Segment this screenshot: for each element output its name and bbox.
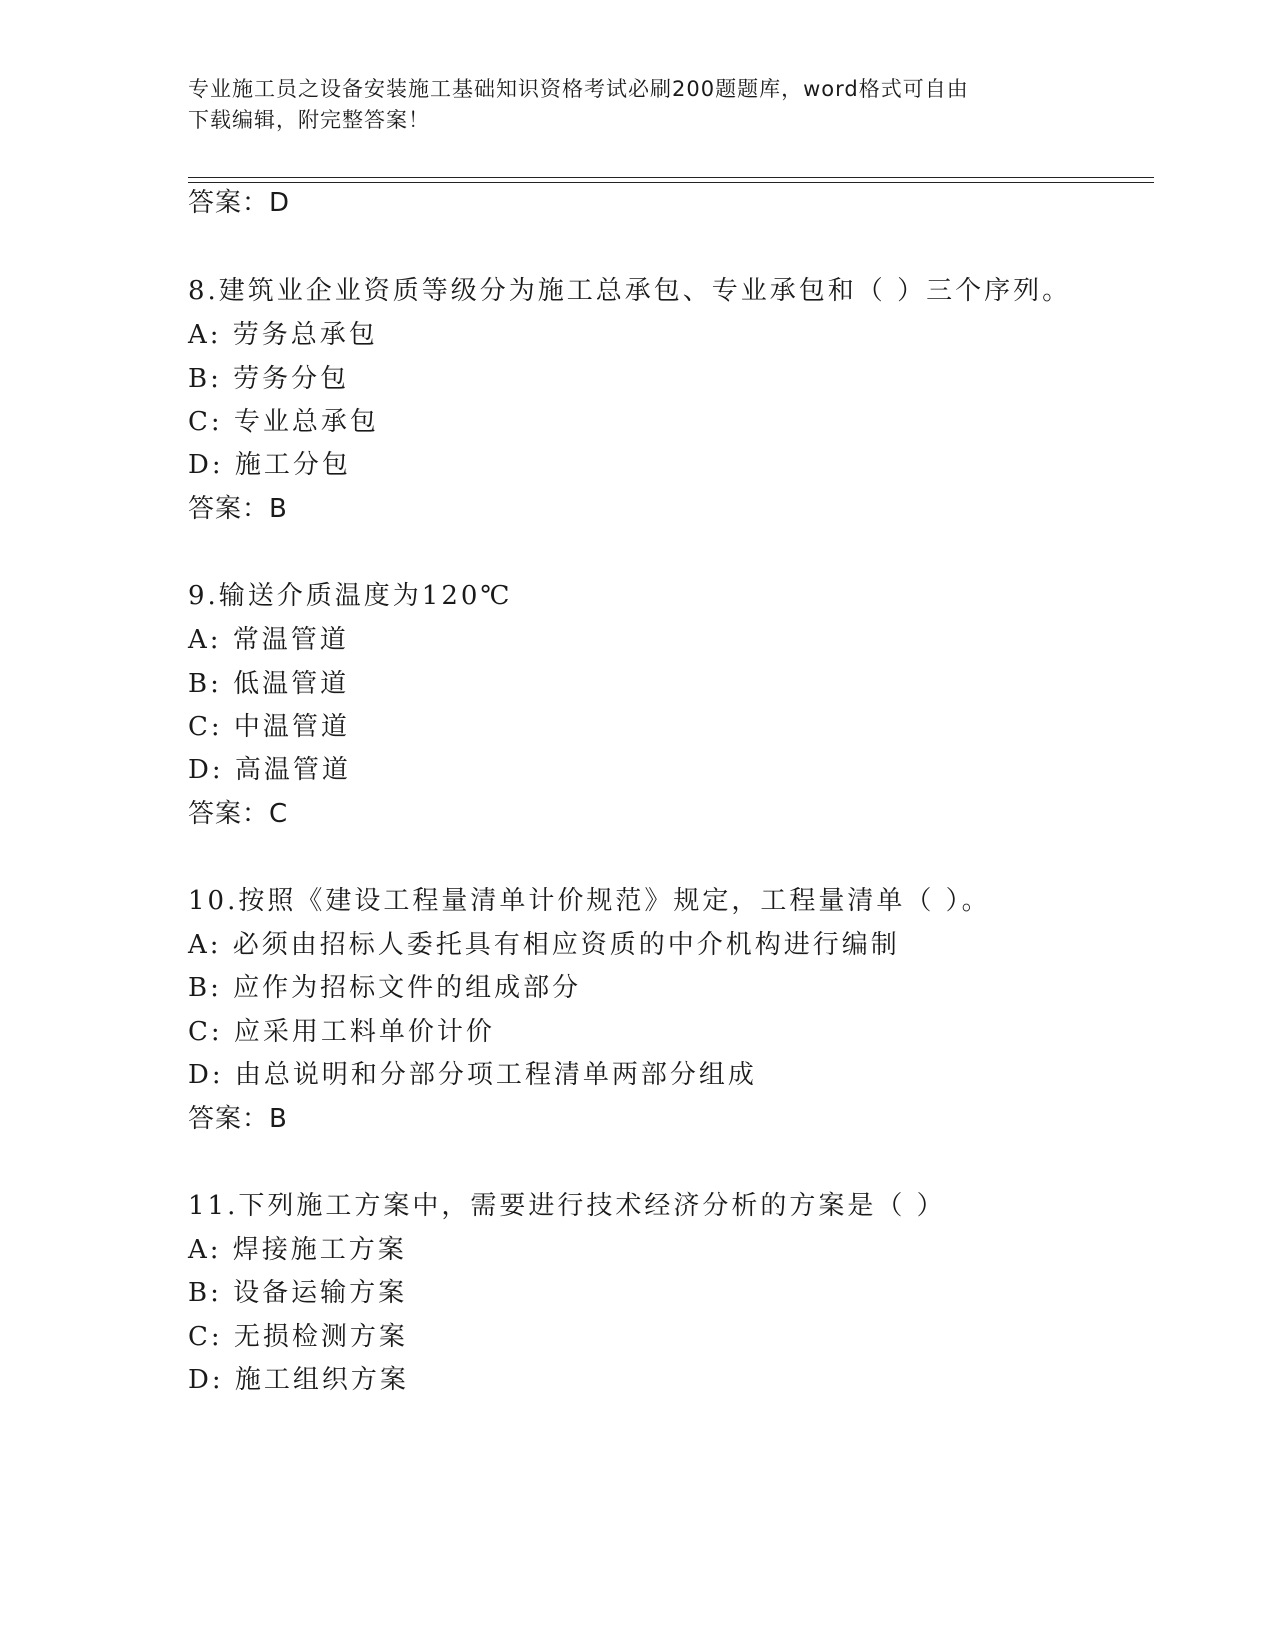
- option-a: A: 常温管道: [188, 625, 349, 655]
- answer-line: 答案：B: [188, 494, 288, 524]
- header-line-1: 专业施工员之设备安装施工基础知识资格考试必刷200题题库，word格式可自由: [188, 77, 969, 101]
- question-stem: 9.输送介质温度为120℃: [188, 581, 513, 611]
- option-c: C: 中温管道: [188, 712, 350, 742]
- option-a: A: 必须由招标人委托具有相应资质的中介机构进行编制: [188, 930, 900, 960]
- question-stem: 10.按照《建设工程量清单计价规范》规定，工程量清单（ ）。: [188, 886, 991, 916]
- option-a: A: 劳务总承包: [188, 320, 378, 350]
- question-stem: 11.下列施工方案中，需要进行技术经济分析的方案是（ ）: [188, 1191, 946, 1221]
- option-d: D: 施工分包: [188, 450, 351, 480]
- option-b: B: 低温管道: [188, 669, 350, 699]
- option-d: D: 由总说明和分部分项工程清单两部分组成: [188, 1060, 757, 1090]
- option-c: C: 无损检测方案: [188, 1322, 408, 1352]
- option-a: A: 焊接施工方案: [188, 1235, 407, 1265]
- answer-line: 答案：C: [188, 799, 289, 829]
- page-header: [188, 74, 1068, 136]
- option-b: B: 应作为招标文件的组成部分: [188, 973, 582, 1003]
- option-b: B: 设备运输方案: [188, 1278, 408, 1308]
- option-d: D: 施工组织方案: [188, 1365, 409, 1395]
- header-rule-top: [188, 177, 1154, 178]
- option-c: C: 专业总承包: [188, 407, 379, 437]
- header-line-2: 下载编辑，附完整答案！: [188, 108, 430, 132]
- option-c: C: 应采用工料单价计价: [188, 1017, 495, 1047]
- header-rule-bottom: [188, 182, 1154, 183]
- option-b: B: 劳务分包: [188, 364, 350, 394]
- question-stem: 8.建筑业企业资质等级分为施工总承包、专业承包和（ ）三个序列。: [188, 276, 1072, 306]
- answer-line: 答案：D: [188, 188, 291, 218]
- answer-line: 答案：B: [188, 1104, 288, 1134]
- option-d: D: 高温管道: [188, 755, 351, 785]
